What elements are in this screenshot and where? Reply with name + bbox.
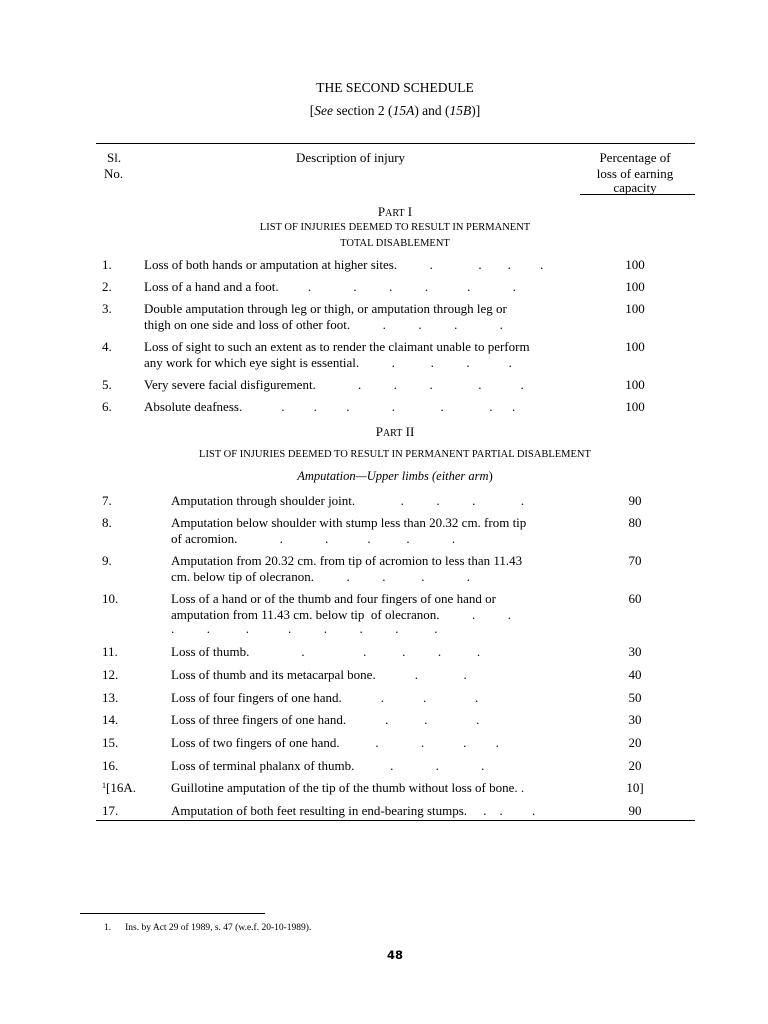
- row-description-cont: any work for which eye sight is essential. . . . .: [144, 355, 512, 370]
- row-description: Amputation of both feet resulting in end-bearing stumps. . . .: [171, 803, 536, 818]
- row-number: 2.: [102, 279, 112, 294]
- header-percentage-rule: [580, 194, 695, 195]
- table-top-rule: [96, 143, 695, 144]
- footnote-rule: [80, 913, 265, 914]
- row-number: 8.: [102, 515, 112, 530]
- row-number: 14.: [102, 712, 119, 727]
- part-2-label: PART II: [375, 424, 415, 439]
- row-description: Guillotine amputation of the tip of the thumb without loss of bone. .: [171, 780, 525, 795]
- row-number: 3.: [102, 301, 112, 316]
- row-description-cont: cm. below tip of olecranon. . . . .: [171, 569, 470, 584]
- part-1-list-title: LIST OF INJURIES DEEMED TO RESULT IN PERMANENT TOTAL DISABLEMENT: [259, 222, 531, 249]
- row-percentage: 100: [625, 377, 645, 392]
- footnote: 1. Ins. by Act 29 of 1989, s. 47 (w.e.f. 20-10-1989).: [104, 923, 312, 933]
- row-description-cont: of acromion. . . . . .: [171, 531, 456, 546]
- part-2-subheading: Amputation—Upper limbs (either arm): [297, 469, 493, 483]
- table-bottom-rule: [96, 820, 695, 821]
- row-percentage: 100: [625, 301, 645, 316]
- header-percentage: Percentage of loss of earning capacity: [596, 150, 674, 195]
- row-description: Loss of a hand or of the thumb and four fingers of one hand or: [171, 591, 496, 606]
- row-percentage: 100: [625, 279, 645, 294]
- header-sl-no: Sl. No.: [104, 150, 124, 181]
- row-percentage: 90: [628, 803, 642, 818]
- row-percentage: 20: [628, 735, 642, 750]
- row-number: 10.: [102, 591, 119, 606]
- row-description: Very severe facial disfigurement. . . . . .: [144, 377, 524, 392]
- row-percentage: 40: [628, 667, 642, 682]
- row-number: 1.: [102, 257, 112, 272]
- schedule-title: THE SECOND SCHEDULE: [316, 80, 474, 95]
- row-description: Loss of both hands or amputation at higher sites. . . . .: [144, 257, 544, 272]
- row-percentage: 50: [628, 690, 642, 705]
- row-percentage: 100: [625, 339, 645, 354]
- row-number: $^1$[16A.: [102, 780, 136, 795]
- row-number: 6.: [102, 399, 112, 414]
- row-description: Absolute deafness. . . . . . . .: [144, 399, 516, 414]
- row-description: Double amputation through leg or thigh, or amputation through leg or: [144, 301, 507, 316]
- footnote-marker: 1: [102, 781, 106, 790]
- row-description-cont: amputation from 11.43 cm. below tip of olecranon. . .: [171, 607, 511, 622]
- row-percentage: 90: [628, 493, 642, 508]
- row-percentage: 70: [628, 553, 642, 568]
- row-number: 9.: [102, 553, 112, 568]
- row-percentage: 30: [628, 644, 642, 659]
- row-percentage: 80: [628, 515, 642, 530]
- row-number: 16.: [102, 758, 119, 773]
- row-number: 5.: [102, 377, 112, 392]
- schedule-reference: [See section 2 (15A) and (15B)]: [309, 103, 481, 118]
- row-percentage: 30: [628, 712, 642, 727]
- row-number: 17.: [102, 803, 119, 818]
- row-percentage: 100: [625, 257, 645, 272]
- row-description: Loss of terminal phalanx of thumb. . . .: [171, 758, 485, 773]
- row-number: 7.: [102, 493, 112, 508]
- header-description: Description of injury: [296, 150, 406, 165]
- row-percentage: 60: [628, 591, 642, 606]
- row-description: Amputation through shoulder joint. . . . .: [171, 493, 525, 508]
- row-number: 11.: [102, 644, 118, 659]
- row-description: Loss of thumb and its metacarpal bone. . .: [171, 667, 467, 682]
- row-description: Loss of sight to such an extent as to render the claimant unable to perform: [144, 339, 530, 354]
- row-percentage: 100: [625, 399, 645, 414]
- row-number: 12.: [102, 667, 119, 682]
- row-number: 13.: [102, 690, 119, 705]
- row-description: Loss of thumb. . . . . .: [171, 644, 481, 659]
- row-description: Amputation from 20.32 cm. from tip of acromion to less than 11.43: [171, 553, 523, 568]
- row-description: Loss of four fingers of one hand. . . .: [171, 690, 479, 705]
- row-description: Amputation below shoulder with stump less than 20.32 cm. from tip: [171, 515, 527, 530]
- row-number: 15.: [102, 735, 119, 750]
- row-description: Loss of three fingers of one hand. . . .: [171, 712, 480, 727]
- row-description: Loss of a hand and a foot. . . . . . .: [144, 279, 516, 294]
- part-2-list-title: LIST OF INJURIES DEEMED TO RESULT IN PERMANENT PARTIAL DISABLEMENT: [199, 449, 591, 460]
- part-1-label: PART I: [377, 204, 413, 219]
- row-description: Loss of two fingers of one hand. . . . .: [171, 735, 499, 750]
- page-number: 48: [386, 948, 403, 962]
- row-number: 4.: [102, 339, 112, 354]
- row-description-cont: thigh on one side and loss of other foot. . . . .: [144, 317, 503, 332]
- row-percentage: 10]: [626, 780, 644, 795]
- row-description-cont: . . . . . . . .: [171, 621, 438, 636]
- row-percentage: 20: [628, 758, 642, 773]
